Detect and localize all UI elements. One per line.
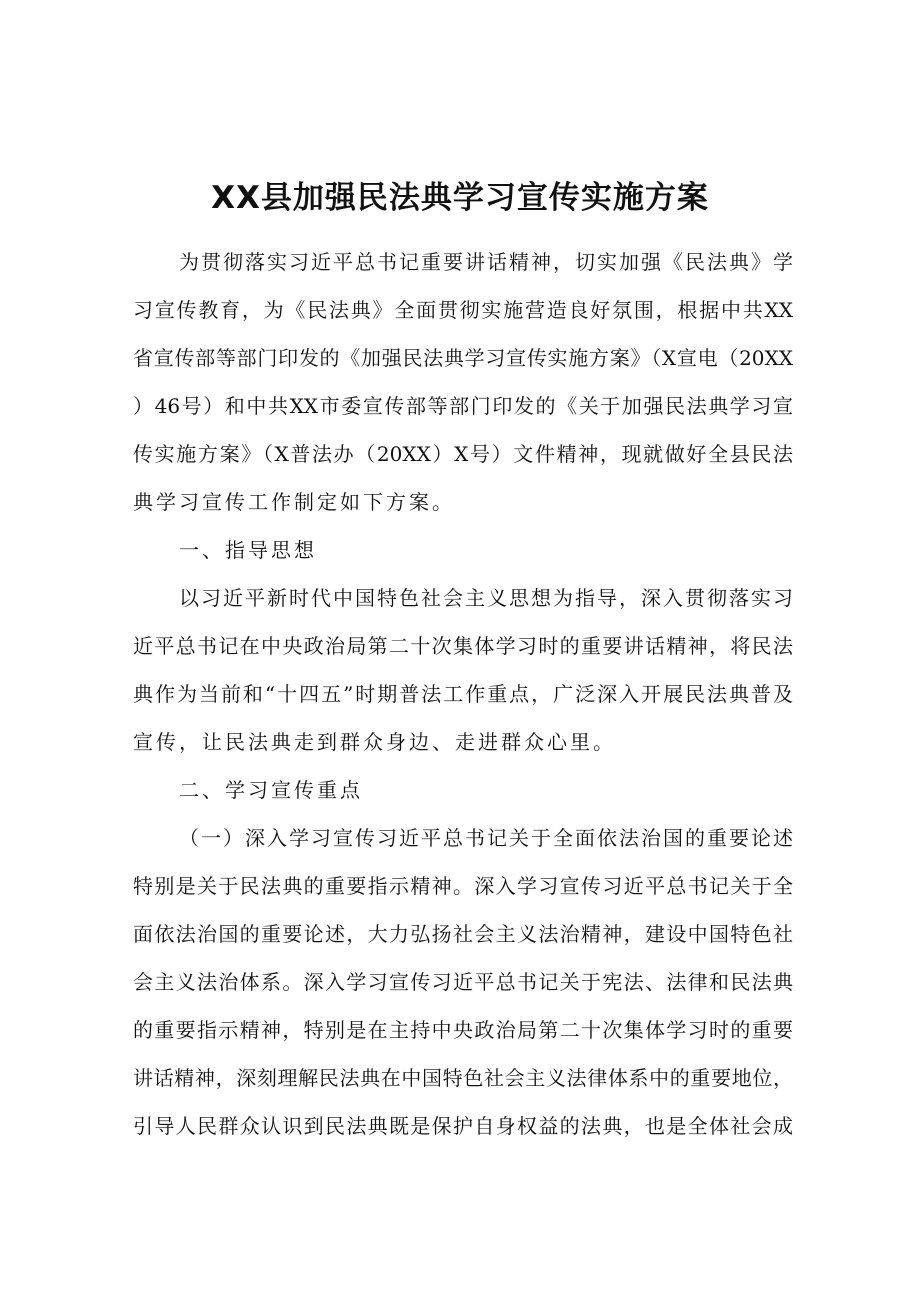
intro-line-4: ）46号）和中共XX市委宣传部等部门印发的《关于加强民法典学习宣: [133, 394, 793, 418]
section1-line-4: 宣传，让民法典走到群众身边、走进群众心里。: [133, 730, 616, 754]
document-title: XX县加强民法典学习宣传实施方案: [211, 180, 709, 216]
section2-line-2: 特别是关于民法典的重要指示精神。深入学习宣传习近平总书记关于全: [133, 874, 793, 898]
intro-line-5: 传实施方案》（X普法办（20XX）X号）文件精神，现就做好全县民法: [133, 442, 793, 466]
intro-line-2: 习宣传教育，为《民法典》全面贯彻实施营造良好氛围，根据中共XX: [133, 298, 793, 322]
intro-line-3: 省宣传部等部门印发的《加强民法典学习宣传实施方案》（X宣电（20XX: [133, 346, 793, 370]
intro-line-6: 典学习宣传工作制定如下方案。: [133, 490, 455, 514]
section2-line-3: 面依法治国的重要论述，大力弘扬社会主义法治精神，建设中国特色社: [133, 922, 793, 946]
section-heading-study-focus: 二、学习宣传重点: [179, 778, 363, 802]
section1-line-3: 典作为当前和“十四五”时期普法工作重点，广泛深入开展民法典普及: [133, 682, 793, 706]
section2-line-7: 引导人民群众认识到民法典既是保护自身权益的法典，也是全体社会成: [133, 1114, 793, 1138]
section1-line-2: 近平总书记在中央政治局第二十次集体学习时的重要讲话精神，将民法: [133, 634, 793, 658]
section2-line-6: 讲话精神，深刻理解民法典在中国特色社会主义法律体系中的重要地位，: [133, 1066, 793, 1090]
section2-line-4: 会主义法治体系。深入学习宣传习近平总书记关于宪法、法律和民法典: [133, 970, 793, 994]
intro-line-1: 为贯彻落实习近平总书记重要讲话精神，切实加强《民法典》学: [179, 250, 793, 274]
section2-line-5: 的重要指示精神，特别是在主持中央政治局第二十次集体学习时的重要: [133, 1018, 793, 1042]
section1-line-1: 以习近平新时代中国特色社会主义思想为指导，深入贯彻落实习: [179, 586, 793, 610]
section-heading-guiding-ideology: 一、指导思想: [179, 538, 317, 562]
section2-line-1: （一）深入学习宣传习近平总书记关于全面依法治国的重要论述: [179, 826, 793, 850]
